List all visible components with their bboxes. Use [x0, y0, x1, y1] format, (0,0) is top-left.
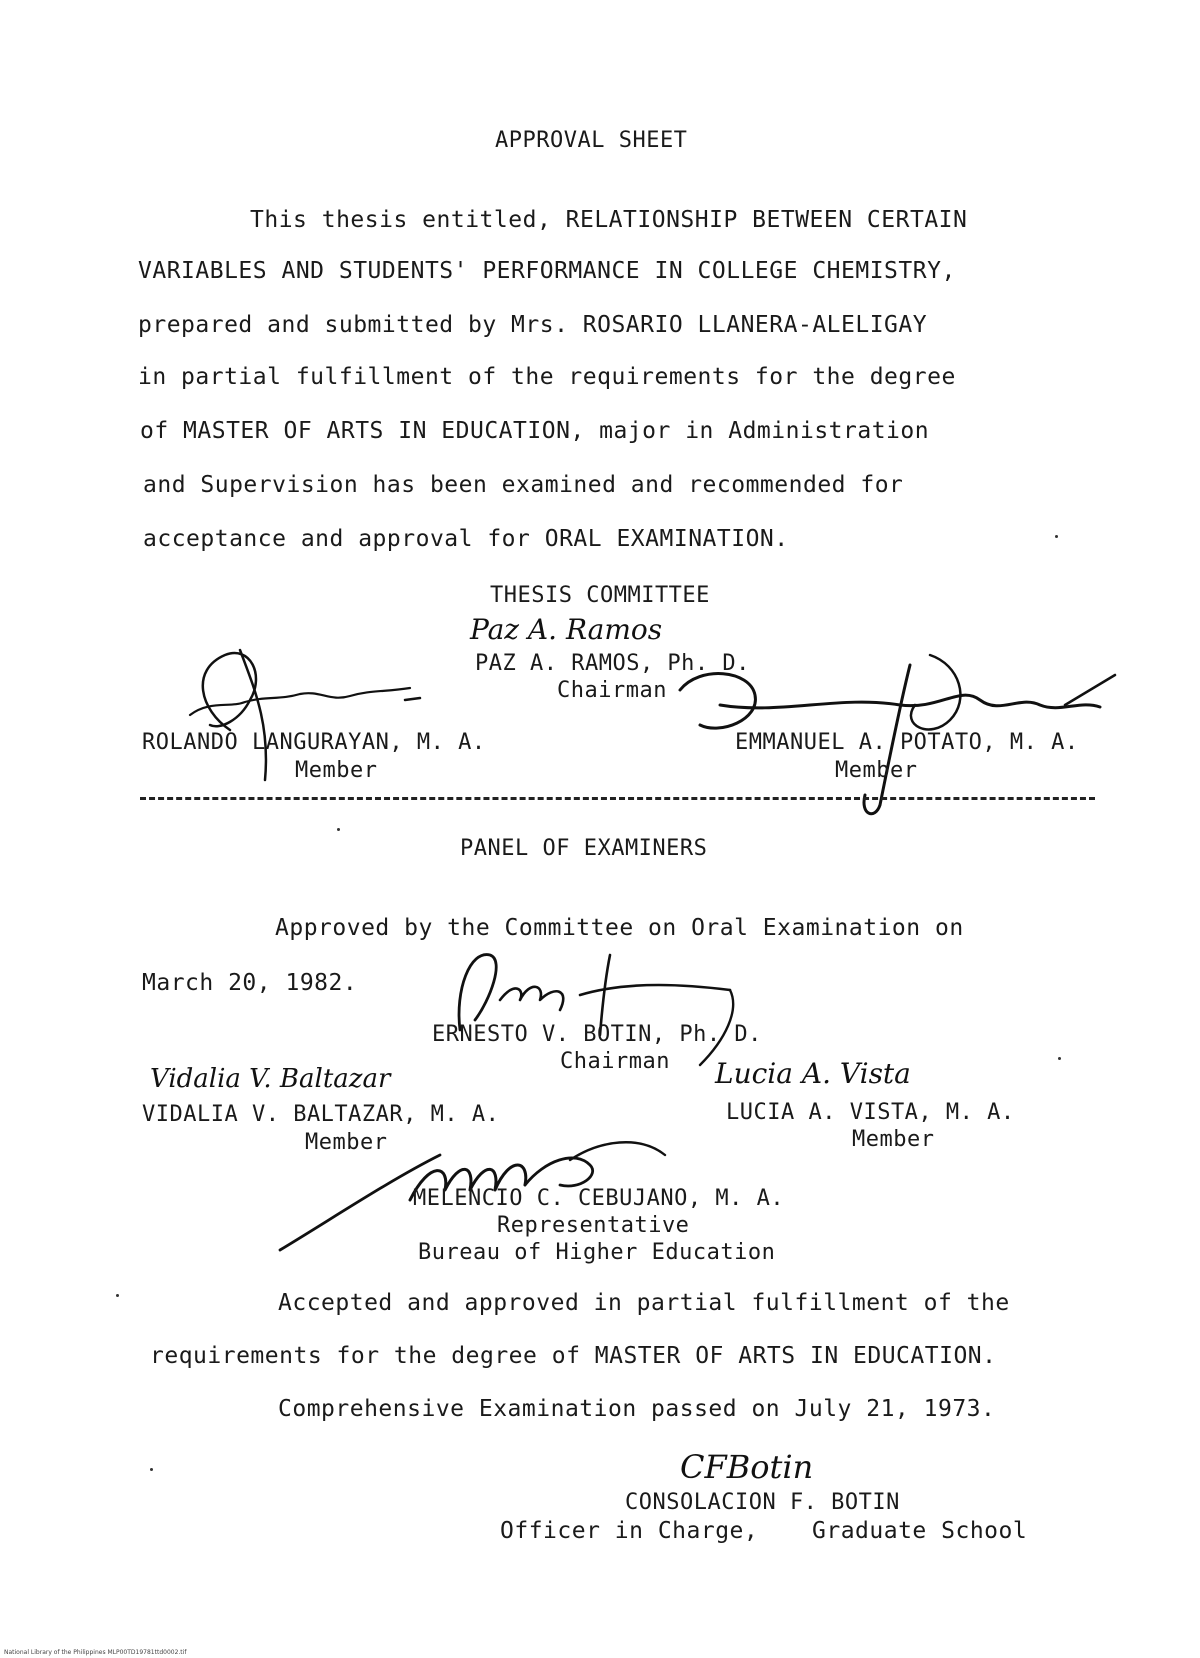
committee-member-left-name: ROLANDO LANGURAYAN, M. A. [142, 730, 486, 755]
intro-line-6: and Supervision has been examined and recommended for [143, 472, 904, 498]
acceptance-line-2: requirements for the degree of MASTER OF ARTS IN EDUCATION. [150, 1343, 997, 1369]
panel-heading: PANEL OF EXAMINERS [460, 836, 708, 861]
officer-school: Graduate School [812, 1518, 1028, 1544]
scan-footer: National Library of the Philippines MLP00TD19781ttd0002.tif [4, 1649, 187, 1656]
committee-member-right-role: Member [835, 758, 918, 783]
representative-role: Representative [497, 1213, 690, 1238]
acceptance-line-1: Accepted and approved in partial fulfillment of the [278, 1290, 1010, 1316]
officer-name: CONSOLACION F. BOTIN [625, 1490, 900, 1515]
committee-member-left-role: Member [295, 758, 378, 783]
officer-title: Officer in Charge, [500, 1518, 759, 1544]
committee-member-right-name: EMMANUEL A. POTATO, M. A. [735, 730, 1079, 755]
approval-date: March 20, 1982. [142, 970, 358, 996]
intro-line-2: VARIABLES AND STUDENTS' PERFORMANCE IN COLLEGE CHEMISTRY, [138, 258, 956, 284]
thesis-committee-heading: THESIS COMMITTEE [490, 583, 710, 608]
scan-speck [150, 1468, 153, 1471]
panel-member-left-role: Member [305, 1130, 388, 1155]
signature-consolacion-botin: CFBotin [680, 1448, 814, 1486]
panel-member-left-name: VIDALIA V. BALTAZAR, M. A. [142, 1102, 500, 1127]
scan-speck [1058, 1057, 1061, 1060]
comprehensive-exam-line: Comprehensive Examination passed on July 21, 1973. [278, 1396, 996, 1422]
scan-speck [116, 1294, 119, 1297]
committee-chairman-role: Chairman [557, 678, 667, 703]
panel-member-right-name: LUCIA A. VISTA, M. A. [726, 1100, 1015, 1125]
signature-paz-ramos: Paz A. Ramos [470, 613, 663, 646]
intro-line-4: in partial fulfillment of the requirements for the degree [138, 364, 956, 390]
representative-org: Bureau of Higher Education [418, 1240, 776, 1265]
intro-line-3: prepared and submitted by Mrs. ROSARIO LLANERA-ALELIGAY [138, 312, 928, 338]
dashed-divider [140, 797, 1095, 800]
panel-chairman-name: ERNESTO V. BOTIN, Ph. D. [432, 1022, 762, 1047]
panel-chairman-role: Chairman [560, 1049, 670, 1074]
intro-line-5: of MASTER OF ARTS IN EDUCATION, major in Administration [140, 418, 930, 444]
intro-line-7: acceptance and approval for ORAL EXAMINATION. [143, 526, 789, 552]
representative-name: MELENCIO C. CEBUJANO, M. A. [413, 1186, 785, 1211]
scan-speck [1055, 535, 1058, 538]
panel-member-right-role: Member [852, 1127, 935, 1152]
approval-line: Approved by the Committee on Oral Examination on [275, 915, 964, 941]
committee-chairman-name: PAZ A. RAMOS, Ph. D. [475, 651, 750, 676]
signature-vidalia-baltazar: Vidalia V. Baltazar [150, 1064, 391, 1094]
signature-lucia-vista: Lucia A. Vista [715, 1057, 911, 1090]
intro-line-1: This thesis entitled, RELATIONSHIP BETWEEN CERTAIN [250, 207, 968, 233]
document-title: APPROVAL SHEET [495, 128, 688, 153]
scan-speck [337, 828, 340, 831]
